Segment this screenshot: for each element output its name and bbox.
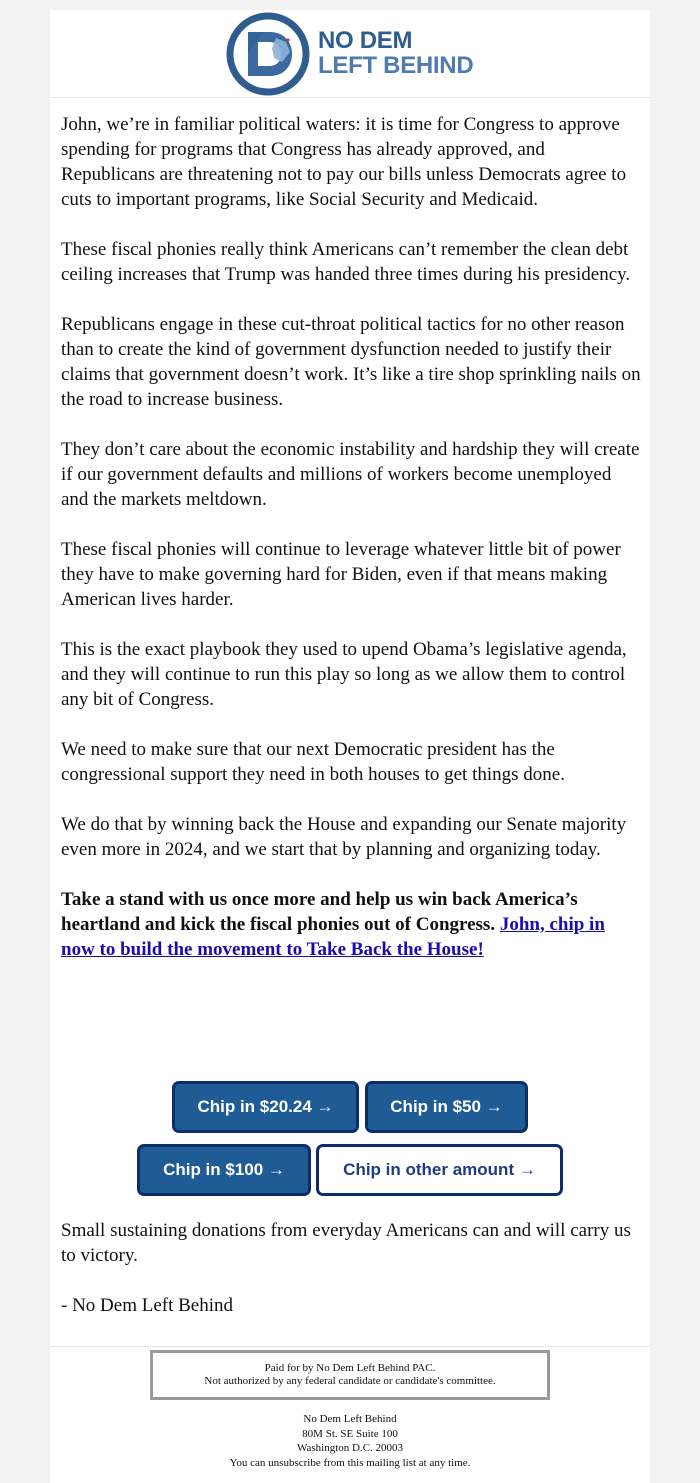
chip-in-2024-button[interactable]: Chip in $20.24 →: [172, 1081, 359, 1133]
paragraph-5: These fiscal phonies will continue to leverage whatever little bit of power they have to make governing hard for Biden, even if that means making American lives harder.: [61, 539, 621, 610]
unsubscribe-text[interactable]: You can unsubscribe from this mailing list at any time.: [229, 1456, 471, 1469]
email-body: [50, 10, 650, 1483]
closing-section: [61, 1218, 641, 1343]
paragraph-8: We do that by winning back the House and expanding our Senate majority even more in 2024, and we start that by planning and organizing today.: [61, 814, 627, 860]
brand-line-1: NO DEM: [318, 27, 413, 54]
email-header: [50, 10, 650, 98]
message-body: [61, 112, 641, 987]
mailing-address: [50, 1412, 650, 1470]
paragraph-2: These fiscal phonies really think Americans can’t remember the clean debt ceiling increases that Trump was handed three times during his presidency.: [61, 239, 631, 285]
chip-in-50-button[interactable]: Chip in $50 →: [365, 1081, 528, 1133]
org-name: No Dem Left Behind: [303, 1413, 397, 1425]
paragraph-3: Republicans engage in these cut-throat political tactics for no other reason than to create the kind of government dysfunction needed to justify their claims that government doesn’t work. It’s like a tire shop sprinkling nails on the road to increase business.: [61, 314, 641, 410]
brand-line-2: LEFT BEHIND: [318, 52, 474, 79]
cta-bold-text: Take a stand with us once more and help us win back America’s heartland and kick the fiscal phonies out of Congress.: [61, 889, 578, 935]
logo-icon: [226, 12, 310, 96]
paragraph-6: This is the exact playbook they used to upend Obama’s legislative agenda, and they will continue to run this play so long as we allow them to control any bit of Congress.: [61, 639, 627, 710]
city-address: Washington D.C. 20003: [296, 1442, 404, 1454]
chip-in-other-button[interactable]: Chip in other amount →: [316, 1144, 563, 1196]
chip-in-100-button[interactable]: Chip in $100 →: [137, 1144, 311, 1196]
paid-for-disclaimer: [150, 1350, 550, 1400]
paragraph-4: They don’t care about the economic instability and hardship they will create if our government defaults and millions of workers become unemployed and the markets meltdown.: [61, 439, 640, 510]
signature: - No Dem Left Behind: [61, 1295, 234, 1316]
paragraph-1: John, we’re in familiar political waters: it is time for Congress to approve spending for programs that Congress has already approved, and Republicans are threatening not to pay our bills unless Democrats agree to cuts to important programs, like Social Security and Medicaid.: [61, 114, 627, 210]
not-authorized-text: Not authorized by any federal candidate or candidate's committee.: [204, 1375, 496, 1387]
chip-in-link[interactable]: John, chip in now to build the movement to Take Back the House!: [61, 914, 605, 960]
paragraph-7: We need to make sure that our next Democratic president has the congressional support they need in both houses to get things done.: [61, 739, 565, 785]
cta-paragraph: [61, 887, 641, 962]
brand-name: [318, 28, 473, 78]
street-address: 80M St. SE Suite 100: [302, 1427, 398, 1440]
paid-for-text: Paid for by No Dem Left Behind PAC.: [264, 1362, 436, 1374]
closing-text: Small sustaining donations from everyday Americans can and will carry us to victory.: [61, 1220, 631, 1266]
footer-divider: [50, 1346, 650, 1347]
